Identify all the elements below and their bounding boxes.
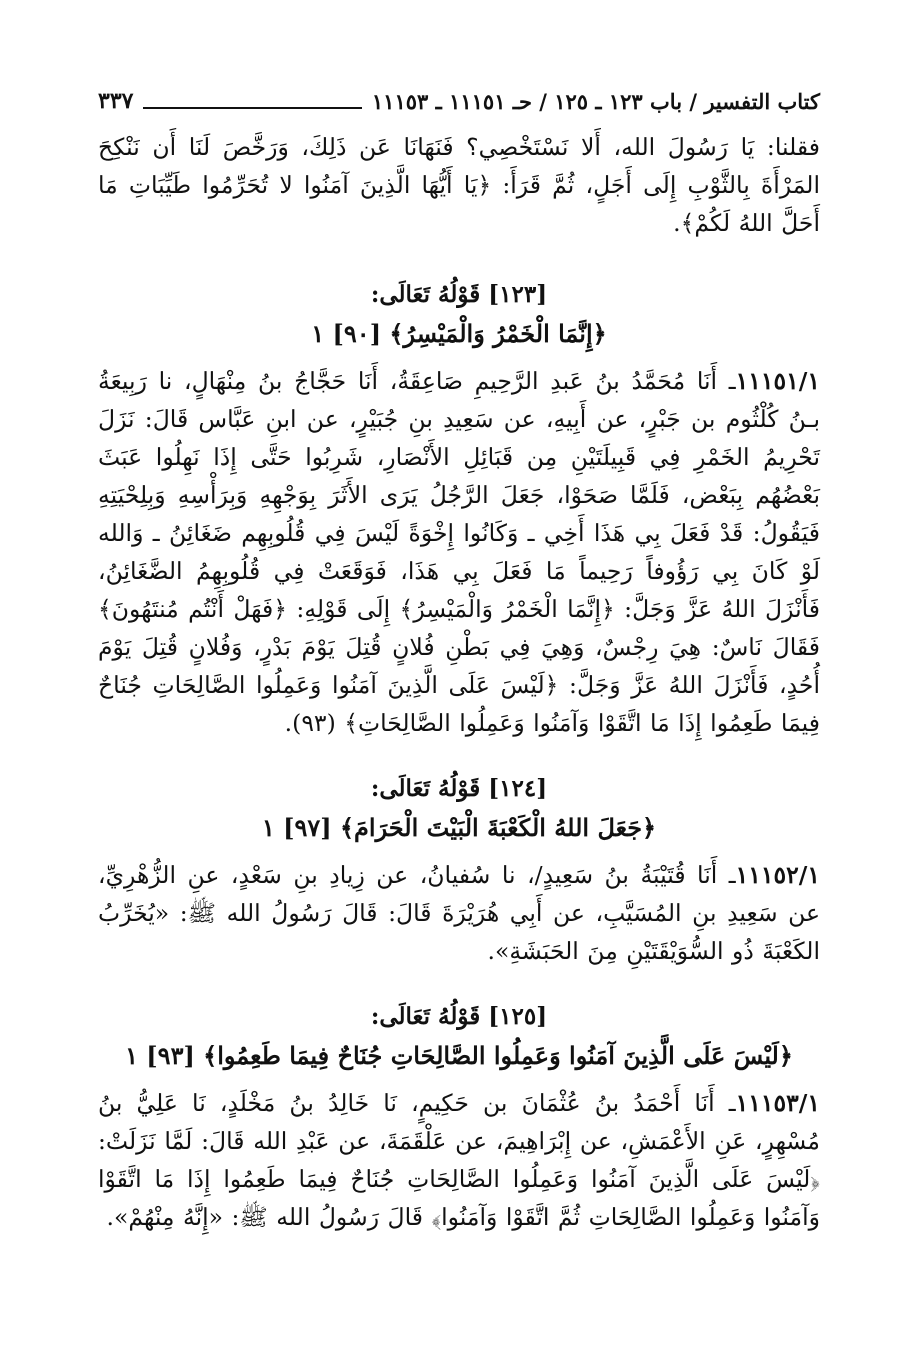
hadith-number: ١١١٥٣/١ xyxy=(735,1089,820,1117)
section-125 xyxy=(98,998,820,1236)
running-header xyxy=(98,84,820,118)
section-heading: [١٢٥] قَوْلُهُ تَعَالَى: xyxy=(370,1003,548,1030)
header-rule xyxy=(143,93,361,109)
intro-paragraph: فقلنا: يَا رَسُولَ الله، أَلا نَسْتَخْصِي؟ فَنَهَانَا عَن ذَلِكَ، وَرَخَّصَ لَنَا أَن نَنْكِحَ المَرْأَةَ بِالثَّوْبِ إِلَى أَجَلٍ، ثُمَّ قَرَأَ: ﴿يَا أَيُّهَا الَّذِينَ آمَنُوا لا تُحَرِّمُوا طَيِّبَاتِ مَا أَحَلَّ اللهُ لَكُمْ﴾. xyxy=(98,133,820,237)
hadith-paragraph xyxy=(98,362,820,742)
hadith-text: ـ أَنَا أَحْمَدُ بنُ عُثْمَانَ بن حَكِيمٍ، نَا خَالِدُ بنُ مَخْلَدٍ، نَا عَلِيُّ بنُ مُسْهِرٍ، عَنِ الأَعْمَشِ، عن إِبْرَاهِيمَ، عن عَلْقَمَةَ، عن عَبْدِ الله قَالَ: لَمَّا نَزَلَتْ: ﴿لَيْسَ عَلَى الَّذِينَ آمَنُوا وَعَمِلُوا الصَّالِحَاتِ جُنَاحٌ فِيمَا طَعِمُوا إِذَا مَا اتَّقَوْا وَآمَنُوا وَعَمِلُوا الصَّالِحَاتِ ثُمَّ اتَّقَوْا وَآمَنُوا﴾ قَالَ رَسُولُ الله ﷺ: «إِنَّهُ مِنْهُمْ». xyxy=(98,1089,820,1231)
header-title: كتاب التفسير / باب ١٢٣ ـ ١٢٥ / حـ ١١١٥١ ـ ١١١٥٣ xyxy=(371,88,820,114)
verse-heading: ﴿إِنَّمَا الْخَمْرُ وَالْمَيْسِرُ﴾ [٩٠] ١ xyxy=(311,319,607,348)
page-number: ٣٣٧ xyxy=(98,88,134,114)
page-body xyxy=(98,128,820,1236)
hadith-number: ١١١٥١/١ xyxy=(735,367,820,395)
hadith-text: ـ أَنَا قُتَيْبَةُ بنُ سَعِيدٍ/، نا سُفيانُ، عن زِيادِ بنِ سَعْدٍ، عنِ الزُّهْرِيِّ، عن سَعِيدِ بنِ المُسَيَّبِ، عن أَبِي هُرَيْرَةَ قَالَ: قَالَ رَسُولُ الله ﷺ: «يُخَرِّبُ الكَعْبَةَ ذُو السُّوَيْقَتَيْنِ مِنَ الحَبَشَةِ». xyxy=(98,861,820,965)
verse-heading: ﴿جَعَلَ اللهُ الْكَعْبَةَ الْبَيْتَ الْحَرَامَ﴾ [٩٧] ١ xyxy=(261,813,657,842)
section-123 xyxy=(98,276,820,742)
hadith-paragraph xyxy=(98,856,820,970)
section-124 xyxy=(98,770,820,970)
hadith-number: ١١١٥٢/١ xyxy=(735,861,820,889)
verse-heading: ﴿لَيْسَ عَلَى الَّذِينَ آمَنُوا وَعَمِلُوا الصَّالِحَاتِ جُنَاحٌ فِيمَا طَعِمُوا﴾ [٩٣] ١ xyxy=(125,1041,793,1070)
section-heading: [١٢٤] قَوْلُهُ تَعَالَى: xyxy=(370,775,548,802)
section-heading: [١٢٣] قَوْلُهُ تَعَالَى: xyxy=(370,281,548,308)
hadith-paragraph xyxy=(98,1084,820,1236)
hadith-text: ـ أَنَا مُحَمَّدُ بنُ عَبدِ الرَّحِيمِ صَاعِقَةُ، أَنَا حَجَّاجُ بنُ مِنْهَالٍ، نا رَبِيعَةُ بـنُ كُلْثُوم بن جَبْرٍ، عن أَبِيهِ، عن سَعِيدِ بنِ جُبَيْرٍ، عن ابنِ عَبَّاس قَالَ: نَزَلَ تَحْرِيمُ الخَمْرِ فِي قَبِيلَتَيْنِ مِن قَبَائِلِ الأَنْصَارِ، شَرِبُوا حَتَّى إِذَا نَهِلُوا عَبَثَ بَعْضُهُم بِبَعْض، فَلَمَّا صَحَوْا، جَعَلَ الرَّجُلُ يَرَى الأَثَرَ بِوَجْهِهِ وَبِرَأْسِهِ وَبِلِحْيَتِهِ فَيَقُولُ: قَدْ فَعَلَ بِي هَذَا أَخِي ـ وَكَانُوا إِخْوَةً لَيْسَ فِي قُلُوبِهِم ضَغَائِنُ ـ وَالله لَوْ كَانَ بِي رَؤُوفاً رَحِيماً مَا فَعَلَ بِي هَذَا، فَوَقَعَتْ فِي قُلُوبِهِمُ الضَّغَائِنُ، فَأَنْزَلَ اللهُ عَزَّ وَجَلَّ: ﴿إِنَّمَا الْخَمْرُ وَالْمَيْسِرُ﴾ إِلَى قَوْلِهِ: ﴿فَهَلْ أَنْتُم مُنتَهُونَ﴾ فَقَالَ نَاسٌ: هِيَ رِجْسٌ، وَهِيَ فِي بَطْنِ فُلانٍ قُتِلَ يَوْمَ بَدْرٍ، وَفُلانٍ قُتِلَ يَوْمَ أُحُدٍ، فَأَنْزَلَ اللهُ عَزَّ وَجَلَّ: ﴿لَيْسَ عَلَى الَّذِينَ آمَنُوا وَعَمِلُوا الصَّالِحَاتِ جُنَاحٌ فِيمَا طَعِمُوا إِذَا مَا اتَّقَوْا وَآمَنُوا وَعَمِلُوا الصَّالِحَاتِ﴾ (٩٣). xyxy=(98,367,820,737)
